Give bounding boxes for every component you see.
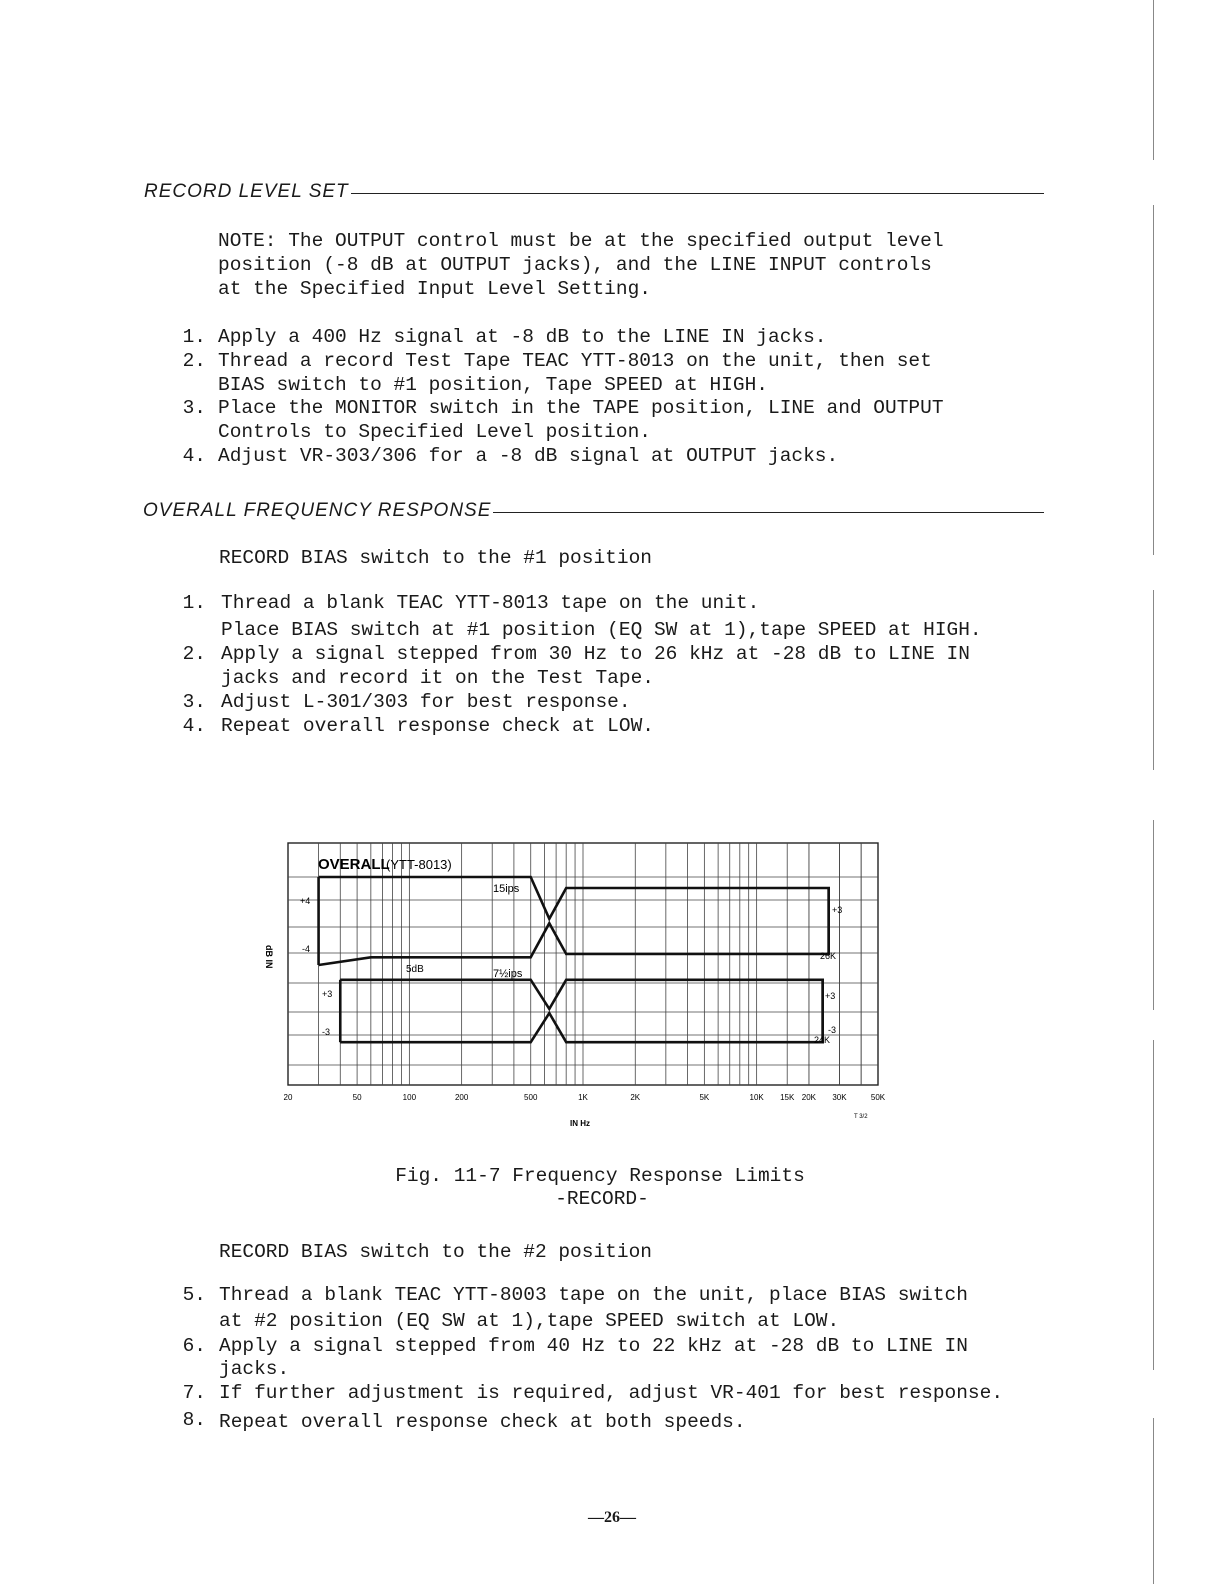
chart-grid	[288, 843, 878, 1085]
x-tick-label: 50	[352, 1093, 362, 1102]
note-line: NOTE: The OUTPUT control must be at the specified output level	[218, 230, 944, 252]
step-text: BIAS switch to #1 position, Tape SPEED at HIGH.	[218, 374, 768, 396]
series-label-15ips: 15ips	[493, 883, 520, 895]
step-number: 2.	[182, 350, 206, 372]
step-text: Repeat overall response check at LOW.	[221, 715, 654, 737]
note-line: at the Specified Input Level Setting.	[218, 278, 651, 300]
x-tick-label: 20	[283, 1093, 293, 1102]
step-text: If further adjustment is required, adjust VR-401 for best response.	[219, 1382, 1004, 1404]
x-tick-label: 1K	[578, 1093, 588, 1102]
scan-edge-mark	[1153, 0, 1154, 160]
x-tick-label: 10K	[749, 1093, 764, 1102]
step-number: 2.	[182, 643, 206, 665]
label-minus4: -4	[302, 944, 311, 954]
limit-lower-1	[340, 1011, 822, 1042]
label-plus3: +3	[322, 989, 333, 999]
step-text: Apply a signal stepped from 30 Hz to 26 kHz at -28 dB to LINE IN	[221, 643, 970, 665]
step-text: Place the MONITOR switch in the TAPE position, LINE and OUTPUT	[218, 397, 944, 419]
chart-title: OVERALL	[318, 856, 390, 873]
scan-edge-mark	[1153, 590, 1154, 770]
step-text: Apply a signal stepped from 40 Hz to 22 kHz at -28 dB to LINE IN	[219, 1335, 968, 1357]
x-tick-label: 5K	[699, 1093, 710, 1102]
x-tick-labels	[284, 1093, 886, 1102]
frequency-response-chart	[250, 835, 900, 1135]
label-plus3-15ips-right: +3	[832, 905, 843, 915]
label-minus3-right: -3	[828, 1025, 837, 1035]
scan-edge-mark	[1153, 1418, 1154, 1584]
step-number: 3.	[182, 691, 206, 713]
section-rule	[351, 193, 1044, 194]
step-text: Controls to Specified Level position.	[218, 421, 651, 443]
section-record-level-set	[144, 180, 1044, 204]
section-title: RECORD LEVEL SET	[144, 181, 349, 202]
step-text: jacks and record it on the Test Tape.	[221, 667, 654, 689]
step-text: Thread a record Test Tape TEAC YTT-8013 on the unit, then set	[218, 350, 932, 372]
section-overall-frequency-response	[143, 499, 1044, 523]
step-text: jacks.	[219, 1358, 290, 1380]
label-plus4: +4	[300, 896, 311, 906]
x-tick-label: 100	[402, 1093, 417, 1102]
bias-intro: RECORD BIAS switch to the #1 position	[219, 547, 652, 569]
step-text: at #2 position (EQ SW at 1),tape SPEED switch at LOW.	[219, 1310, 840, 1332]
figure-subcaption: -RECORD-	[555, 1188, 649, 1210]
step-number: 4.	[182, 445, 206, 467]
x-tick-label: 200	[454, 1093, 469, 1102]
step-text: Repeat overall response check at both speeds.	[219, 1411, 746, 1433]
x-tick-label: 2K	[630, 1093, 641, 1102]
label-26k: 26K	[820, 951, 837, 961]
note-line: position (-8 dB at OUTPUT jacks), and the LINE INPUT controls	[218, 254, 932, 276]
step-text: Adjust VR-303/306 for a -8 dB signal at OUTPUT jacks.	[218, 445, 839, 467]
section-rule	[493, 512, 1044, 513]
limit-upper-1	[340, 980, 822, 1011]
bias-intro: RECORD BIAS switch to the #2 position	[219, 1241, 652, 1263]
limit-upper-0	[319, 877, 829, 921]
x-tick-label: 20K	[801, 1093, 817, 1102]
label-minus3: -3	[322, 1027, 331, 1037]
scan-edge-mark	[1153, 1040, 1154, 1370]
section-title: OVERALL FREQUENCY RESPONSE	[143, 500, 492, 521]
chart-title-sub: (YTT-8013)	[386, 857, 452, 872]
step-number: 6.	[182, 1335, 206, 1357]
x-axis-label: IN Hz	[570, 1119, 590, 1128]
page-number: —26—	[588, 1509, 636, 1526]
x-tick-label: 30K	[832, 1093, 847, 1102]
series-label-7-5ips: 7½ips	[493, 968, 523, 980]
step-number: 8.	[182, 1409, 206, 1431]
step-number: 1.	[182, 592, 206, 614]
x-tick-label: 50K	[870, 1093, 886, 1102]
x-tick-label: 15K	[780, 1093, 795, 1102]
limit-lower-0	[319, 921, 829, 965]
step-text: Thread a blank TEAC YTT-8003 tape on the unit, place BIAS switch	[219, 1284, 968, 1306]
step-number: 5.	[182, 1284, 206, 1306]
label-plus3-right: +3	[825, 991, 836, 1001]
step-number: 3.	[182, 397, 206, 419]
x-tick-label: 500	[524, 1093, 538, 1102]
step-text: Adjust L-301/303 for best response.	[221, 691, 631, 713]
label-24k: 24K	[814, 1035, 831, 1045]
figure-caption: Fig. 11-7 Frequency Response Limits	[395, 1165, 805, 1187]
scale-note: 5dB	[406, 964, 424, 975]
step-text: Thread a blank TEAC YTT-8013 tape on the unit.	[221, 592, 760, 614]
corner-code: T 3/2	[854, 1114, 868, 1120]
step-number: 1.	[182, 326, 206, 348]
y-axis-label: dB IN	[264, 945, 274, 969]
step-number: 4.	[182, 715, 206, 737]
scan-edge-mark	[1153, 205, 1154, 555]
chart-limit-lines	[319, 877, 829, 1042]
scan-edge-mark	[1153, 820, 1154, 1010]
step-text: Place BIAS switch at #1 position (EQ SW at 1),tape SPEED at HIGH.	[221, 619, 982, 641]
step-number: 7.	[182, 1382, 206, 1404]
step-text: Apply a 400 Hz signal at -8 dB to the LINE IN jacks.	[218, 326, 827, 348]
